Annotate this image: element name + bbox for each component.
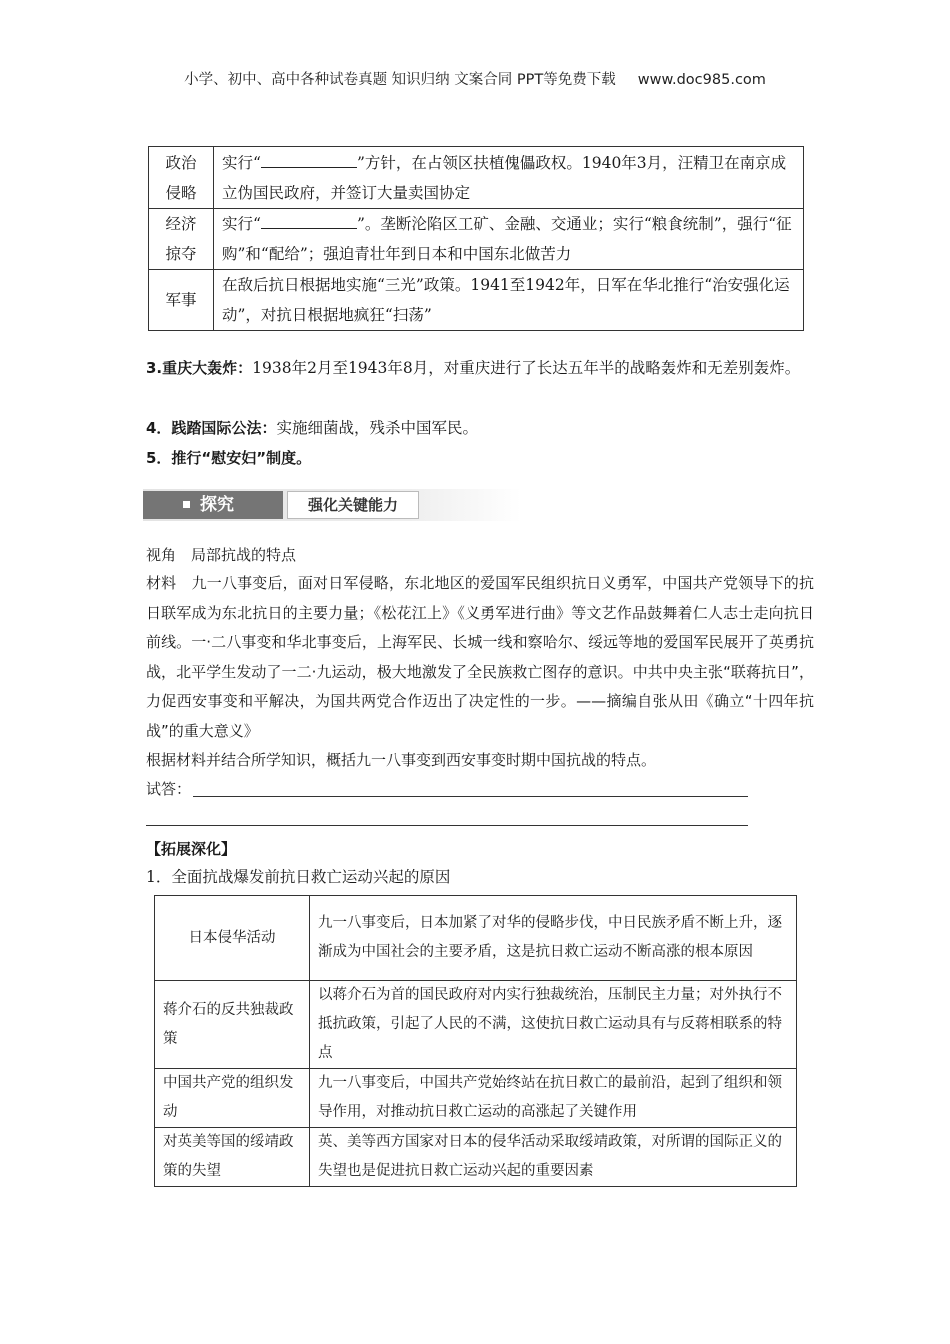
extension-title: 【拓展深化】 <box>146 840 237 858</box>
table-row <box>155 896 797 981</box>
table-row <box>149 147 804 209</box>
inquiry-angle: 视角 局部抗战的特点 <box>146 546 297 564</box>
row-text: 实行“ ”方针，在占领区扶植傀儡政权。1940年3月，汪精卫在南京成立伪国民政府，并签订大量卖国协定 <box>214 147 804 209</box>
material-text: 材料 九一八事变后，面对日军侵略，东北地区的爱国军民组织抗日义勇军，中国共产党领导下的抗日联军成为东北抗日的主要力量；《松花江上》《义勇军进行曲》等文艺作品鼓舞着仁人志士走向抗日前线。一·二八事变和华北事变后，上海军民、长城一线和察哈尔、绥远等地的爱国军民展开了英勇抗战，北平学生发动了一二·九运动，极大地激发了全民族救亡图存的意识。中共中央主张“联蒋抗日”，力促西安事变和平解决，为国共两党合作迈出了决定性的一步。——摘编自张从田《确立“十四年抗战”的重大意义》 <box>146 574 814 740</box>
table-row <box>155 981 797 1069</box>
banner-dark: 探究 <box>143 491 283 519</box>
table-row <box>155 1128 797 1187</box>
section-banner <box>143 489 521 521</box>
row-label: 政治 侵略 <box>149 147 214 209</box>
row-label: 经济 掠夺 <box>149 209 214 270</box>
row-text: 在敌后抗日根据地实施“三光”政策。1941至1942年，日军在华北推行“治安强化运动”，对抗日根据地疯狂“扫荡” <box>214 270 804 331</box>
fill-blank <box>261 212 357 229</box>
row-text: 实行“ ”。垄断沦陷区工矿、金融、交通业；实行“粮食统制”，强行“征购”和“配给”；强迫青壮年到日本和中国东北做苦力 <box>214 209 804 270</box>
aggression-table <box>148 146 804 331</box>
row-label: 军事 <box>149 270 214 331</box>
item-5: 5．推行“慰安妇”制度。 <box>146 449 312 467</box>
answer-line[interactable] <box>193 796 748 797</box>
fill-blank <box>261 151 357 168</box>
page-header <box>0 68 950 89</box>
row-text: 九一八事变后，日本加紧了对华的侵略步伐，中日民族矛盾不断上升，逐渐成为中国社会的主要矛盾，这是抗日救亡运动不断高涨的根本原因 <box>310 896 797 981</box>
item-3: 3.重庆大轰炸：1938年2月至1943年8月，对重庆进行了长达五年半的战略轰炸和无差别轰炸。 <box>146 359 801 377</box>
banner-light: 强化关键能力 <box>287 491 419 519</box>
row-label: 蒋介石的反共独裁政策 <box>155 981 310 1069</box>
row-text: 九一八事变后，中国共产党始终站在抗日救亡的最前沿，起到了组织和领导作用，对推动抗日救亡运动的高涨起了关键作用 <box>310 1069 797 1128</box>
table-row <box>149 270 804 331</box>
header-site: www.doc985.com <box>637 72 766 88</box>
row-label: 日本侵华活动 <box>155 896 310 981</box>
row-text: 英、美等西方国家对日本的侵华活动采取绥靖政策，对所谓的国际正义的失望也是促进抗日救亡运动兴起的重要因素 <box>310 1128 797 1187</box>
question: 根据材料并结合所学知识，概括九一八事变到西安事变时期中国抗战的特点。 <box>146 751 657 769</box>
item-4: 4．践踏国际公法：实施细菌战，残杀中国军民。 <box>146 419 478 437</box>
answer-label: 试答： <box>146 780 192 798</box>
row-label: 对英美等国的绥靖政策的失望 <box>155 1128 310 1187</box>
row-label: 中国共产党的组织发动 <box>155 1069 310 1128</box>
extension-subtitle: 1．全面抗战爆发前抗日救亡运动兴起的原因 <box>146 868 451 886</box>
causes-table <box>154 895 797 1187</box>
table-row <box>149 209 804 270</box>
table-row <box>155 1069 797 1128</box>
header-text: 小学、初中、高中各种试卷真题 知识归纳 文案合同 PPT等免费下载 <box>184 72 616 88</box>
answer-line[interactable] <box>146 825 748 826</box>
square-icon <box>183 501 190 508</box>
row-text: 以蒋介石为首的国民政府对内实行独裁统治，压制民主力量；对外执行不抵抗政策，引起了人民的不满，这使抗日救亡运动具有与反蒋相联系的特点 <box>310 981 797 1069</box>
